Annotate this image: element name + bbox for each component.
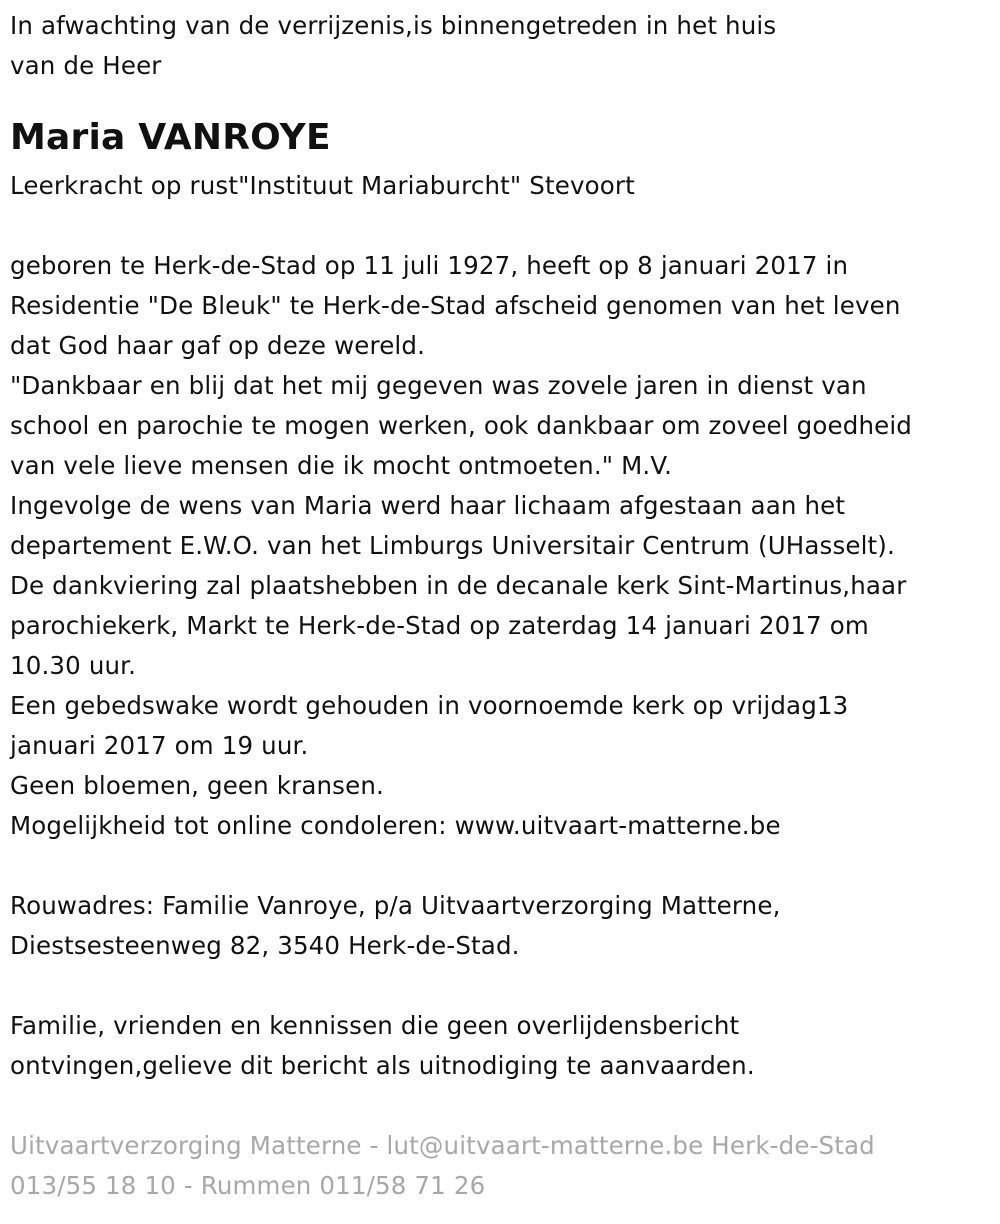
body-line: Residentie "De Bleuk" te Herk-de-Stad afscheid genomen van het leven — [10, 291, 901, 320]
funeral-home-footer — [10, 1126, 990, 1206]
spacer — [10, 206, 990, 246]
intro-line: van de Heer — [10, 51, 162, 80]
quote-line: van vele lieve mensen die ik mocht ontmoeten." M.V. — [10, 451, 673, 480]
quote-line: school en parochie te mogen werken, ook dankbaar om zoveel goedheid — [10, 411, 913, 440]
spacer — [10, 966, 990, 1006]
deceased-function: Leerkracht op rust"Instituut Mariaburcht" Stevoort — [10, 171, 635, 200]
quote-line: "Dankbaar en blij dat het mij gegeven was zovele jaren in dienst van — [10, 371, 867, 400]
ceremony-line: De dankviering zal plaatshebben in de decanale kerk Sint-Martinus,haar — [10, 571, 907, 600]
body-line: Ingevolge de wens van Maria werd haar lichaam afgestaan aan het — [10, 491, 846, 520]
footer-line: Uitvaartverzorging Matterne - lut@uitvaart-matterne.be Herk-de-Stad — [10, 1131, 875, 1160]
vigil-line: januari 2017 om 19 uur. — [10, 731, 309, 760]
ceremony-line: parochiekerk, Markt te Herk-de-Stad op zaterdag 14 januari 2017 om — [10, 611, 869, 640]
notice-line: Familie, vrienden en kennissen die geen overlijdensbericht — [10, 1011, 740, 1040]
notice-line: ontvingen,gelieve dit bericht als uitnodiging te aanvaarden. — [10, 1051, 755, 1080]
intro-line: In afwachting van de verrijzenis,is binnengetreden in het huis — [10, 11, 777, 40]
footer-line: 013/55 18 10 - Rummen 011/58 71 26 — [10, 1171, 486, 1200]
invitation-notice — [10, 1006, 990, 1086]
address-line: Rouwadres: Familie Vanroye, p/a Uitvaartverzorging Matterne, — [10, 891, 781, 920]
flowers-line: Geen bloemen, geen kransen. — [10, 771, 384, 800]
intro-text — [10, 6, 990, 86]
vigil-line: Een gebedswake wordt gehouden in voornoemde kerk op vrijdag13 — [10, 691, 849, 720]
condolence-line: Mogelijkheid tot online condoleren: www.uitvaart-matterne.be — [10, 811, 781, 840]
obituary-body — [10, 246, 990, 846]
ceremony-line: 10.30 uur. — [10, 651, 137, 680]
body-line: departement E.W.O. van het Limburgs Universitair Centrum (UHasselt). — [10, 531, 895, 560]
mourning-address — [10, 886, 990, 966]
body-line: dat God haar gaf op deze wereld. — [10, 331, 426, 360]
address-line: Diestsesteenweg 82, 3540 Herk-de-Stad. — [10, 931, 520, 960]
body-line: geboren te Herk-de-Stad op 11 juli 1927, heeft op 8 januari 2017 in — [10, 251, 849, 280]
deceased-name: Maria VANROYE — [10, 117, 331, 158]
spacer — [10, 846, 990, 886]
